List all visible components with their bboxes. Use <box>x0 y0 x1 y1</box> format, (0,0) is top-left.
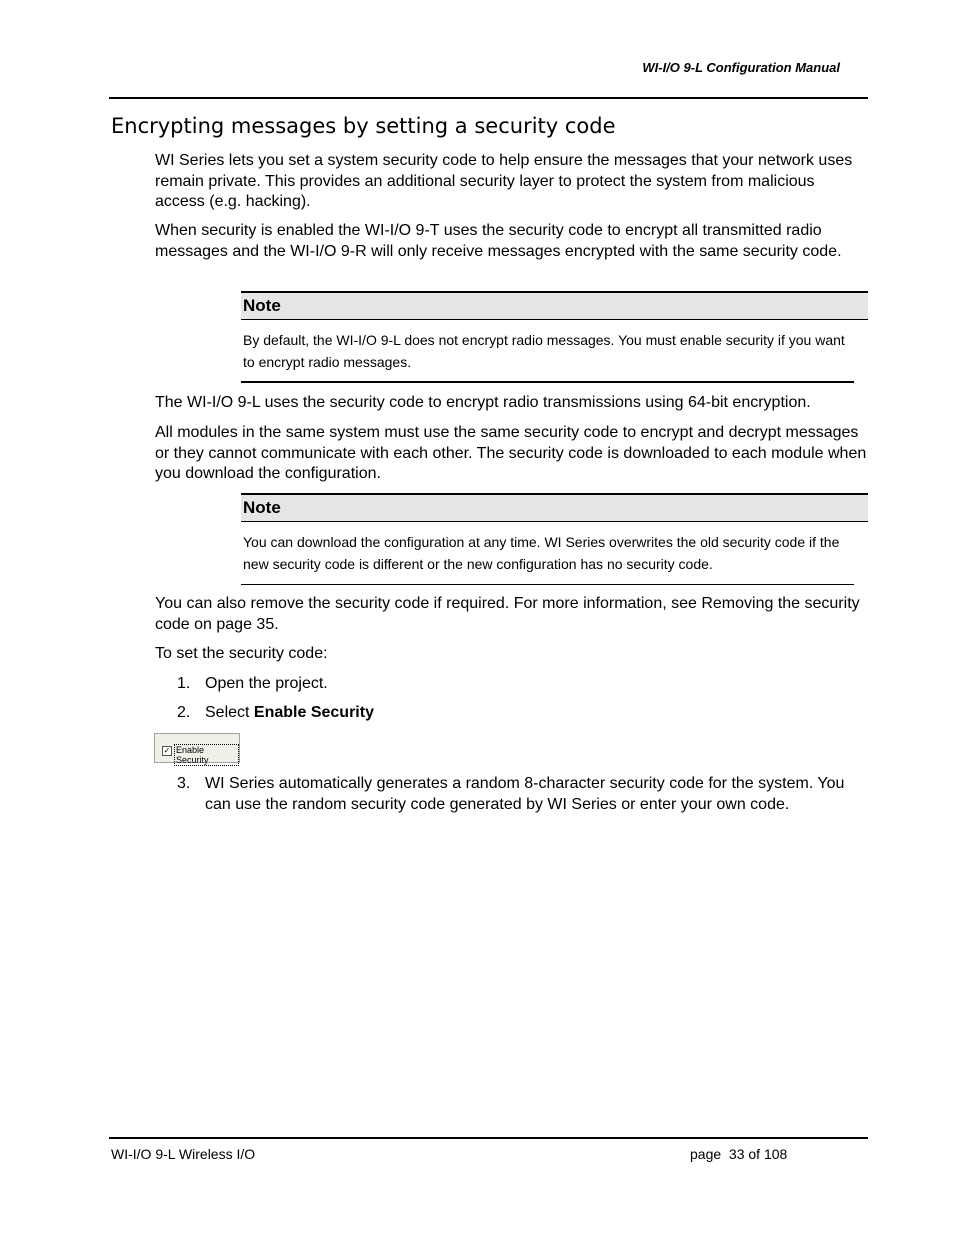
list-text: Open the project. <box>205 675 328 692</box>
footer-title: WI-I/O 9-L Wireless I/O <box>111 1146 256 1162</box>
list-number: 1. <box>177 675 191 692</box>
note-heading: Note <box>241 493 868 522</box>
note-body: By default, the WI-I/O 9-L does not encrypt radio messages. You must enable security if you want to encrypt radio messages. <box>243 332 845 370</box>
note-body: You can download the configuration at any time. WI Series overwrites the old security code if the new security code is different or the new configuration has no security code. <box>243 534 840 572</box>
paragraph-same-code: All modules in the same system must use the same security code to encrypt and decrypt messages or they cannot communicate with each other. The security code is downloaded to each module when you download the configuration. <box>155 424 867 482</box>
note-rule <box>241 584 854 585</box>
section-title: Encrypting messages by setting a security code <box>111 114 616 138</box>
list-item <box>177 703 867 724</box>
note-heading: Note <box>241 291 868 320</box>
paragraph-security-enabled: When security is enabled the WI-I/O 9-T uses the security code to encrypt all transmitted radio messages and the WI-I/O 9-R will only receive messages encrypted with the same security code. <box>155 222 842 260</box>
paragraph-intro: WI Series lets you set a system security code to help ensure the messages that your network uses remain private. This provides an additional security layer to protect the system from malicious access (e.g. hacking). <box>155 152 853 210</box>
paragraph-to-set: To set the security code: <box>155 645 328 662</box>
list-item <box>177 774 867 815</box>
list-text: WI Series automatically generates a random 8-character security code for the system. You can use the random security code generated by WI Series or enter your own code. <box>205 775 845 813</box>
note-box <box>241 493 868 585</box>
checkbox-label: Enable Security <box>174 744 239 766</box>
list-item <box>177 674 867 695</box>
paragraph-encryption: The WI-I/O 9-L uses the security code to encrypt radio transmissions using 64-bit encryption. <box>155 394 811 411</box>
footer-rule <box>109 1137 868 1139</box>
list-number: 3. <box>177 775 191 792</box>
header-rule <box>109 97 868 99</box>
checkbox-checked-icon[interactable]: ✓ <box>163 746 171 755</box>
step-prefix: Select <box>205 704 254 721</box>
list-text <box>205 703 867 724</box>
paragraph-remove-code: You can also remove the security code if required. For more information, see Removing the security code on page 35. <box>155 595 860 633</box>
step-bold-label: Enable Security <box>253 704 374 721</box>
note-box <box>241 291 868 383</box>
page-number: page 33 of 108 <box>690 1146 788 1162</box>
running-header: WI-I/O 9-L Configuration Manual <box>642 60 840 75</box>
list-number: 2. <box>177 704 191 721</box>
note-rule <box>241 381 854 383</box>
enable-security-screenshot <box>154 733 240 763</box>
